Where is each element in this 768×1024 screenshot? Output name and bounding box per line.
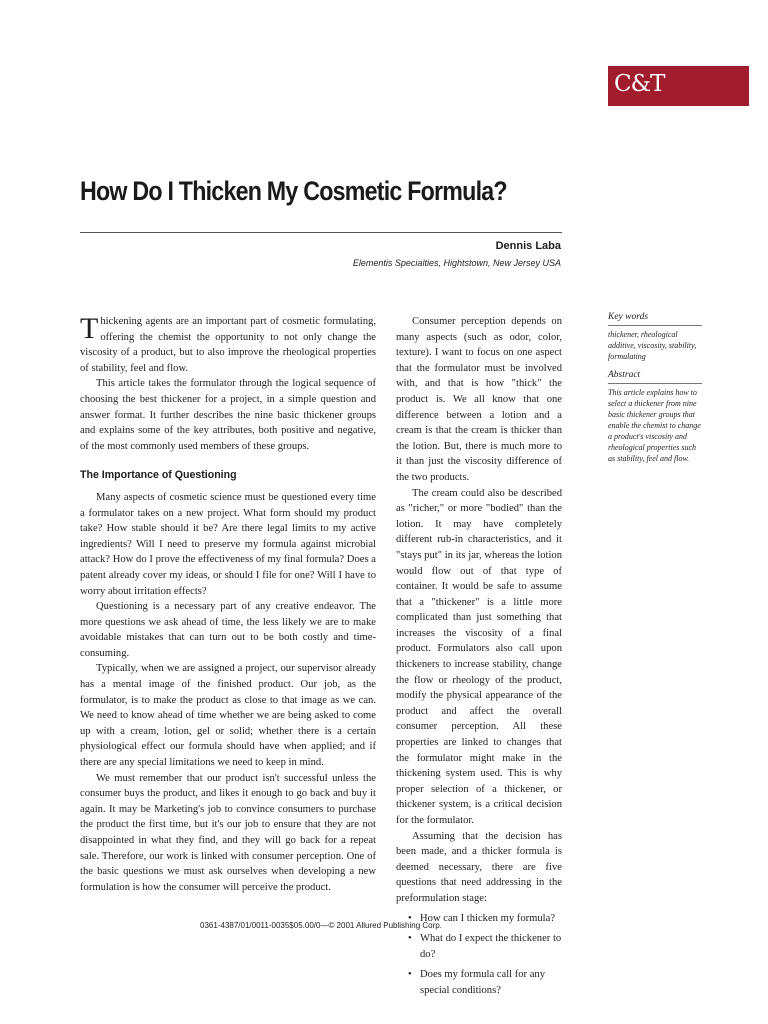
copyright-footer: 0361-4387/01/0011-0035$05.00/0—© 2001 Allured Publishing Corp.	[200, 921, 442, 930]
paragraph: This article takes the formulator through the logical sequence of choosing the best thickener for a project, in a simple question and answer format. It further describes the nine basic thickener groups and explains some of the key attributes, both positive and negative, of the most commonly used members of these groups.	[80, 378, 376, 452]
sidebar	[608, 312, 702, 472]
paragraph: Assuming that the decision has been made, and a thicker formula is deemed necessary, there are five questions that need addressing in the preformulation stage:	[396, 830, 562, 904]
paragraph: The cream could also be described as "richer," or more "bodied" than the lotion. It may have completely different rub-in characteristics, and it "stays put" in its jar, whereas the lotion would flow out of that type of container. It would be safe to assume that a "thickener" is a little more complicated than just something that increases the viscosity of a final product. Formulators also call upon thickeners to increase stability, change the flow or rheology of the product, modify the physical appearance of the product and affect the overall consumer perception. All these properties are linked to changes that the formulator might make in the thickening system used. This is why proper selection of a thickener, or thickener system, is a critical decision for the formulator.	[396, 487, 562, 826]
paragraph: Many aspects of cosmetic science must be questioned every time a formulator takes on a new project. What form should my product take? How stable should it be? Are there legal limits to my active ingredients? Will I need to preserve my formula against microbial attack? How do I prove the effectiveness of my final formula? Does a patent already cover my ideas, or should I file for one? Will I have to worry about irritation effects?	[80, 491, 376, 597]
article-title: How Do I Thicken My Cosmetic Formula?	[80, 176, 507, 206]
intro-paragraph	[80, 314, 376, 376]
paragraph: Typically, when we are assigned a project, our supervisor already has a mental image of the finished product. Our job, as the formulator, is to make the product as close to that image as we can. We need to know ahead of time whether we are being asked to come up with a cream, lotion, gel or solid; whether there is a certain physiological effect our formula should have when applied; and if there are any special limitations we need to keep in mind.	[80, 663, 376, 769]
sidebar-rule	[608, 325, 702, 326]
list-item: • What do I expect the thickener to do?	[408, 931, 562, 962]
abstract-title: Abstract	[608, 370, 641, 380]
list-item: • How can I thicken my formula?	[408, 911, 562, 927]
section-heading: The Importance of Questioning	[80, 469, 237, 482]
journal-logo: C&T	[608, 66, 749, 104]
list-item: • Does my formula call for any special conditions?	[408, 967, 562, 998]
body-column-right	[396, 314, 562, 1004]
keywords-title: Key words	[608, 312, 649, 322]
drop-cap: T	[80, 312, 99, 345]
paragraph: Consumer perception depends on many aspects (such as odor, color, texture). I want to focus on one aspect that the formulator must be involved with, and that is how "thick" the product is. We all know that one difference between a lotion and a cream is that the cream is thicker than the lotion. But, there is much more to it than just the viscosity difference of the two products.	[396, 316, 562, 483]
abstract-text: This article explains how to select a thickener from nine basic thickener groups that enable the chemist to change a product's viscosity and rheological properties such as stability, feel and flow.	[608, 388, 701, 463]
body-column-left	[80, 314, 376, 895]
logo-rule	[608, 104, 749, 106]
author-affiliation: Elementis Specialties, Hightstown, New Jersey USA	[352, 258, 561, 268]
keywords-text: thickener, rheological additive, viscosity, stability, formulating	[608, 330, 697, 361]
sidebar-rule	[608, 383, 702, 384]
paragraph: We must remember that our product isn't successful unless the consumer buys the product, and likes it enough to go back and buy it again. It may be Marketing's job to convince consumers to purchase the product the first time, but it's our job to ensure that they are not disappointed in what they find, and they will go back for a repeat sale. Therefore, our work is linked with consumer perception. One of the basic questions we must ask ourselves when developing a new formulation is how the consumer will perceive the product.	[80, 772, 376, 893]
intro-text: hickening agents are an important part of cosmetic formulating, offering the chemist the opportunity to not only change the viscosity of a product, but to also improve the rheological properties of stability, feel and flow.	[80, 316, 376, 374]
author-name: Dennis Laba	[495, 240, 561, 252]
paragraph: Questioning is a necessary part of any creative endeavor. The more questions we ask ahead of time, the less likely we are to make avoidable mistakes that can turn out to be both costly and time-consuming.	[80, 601, 376, 659]
title-divider	[80, 232, 562, 233]
